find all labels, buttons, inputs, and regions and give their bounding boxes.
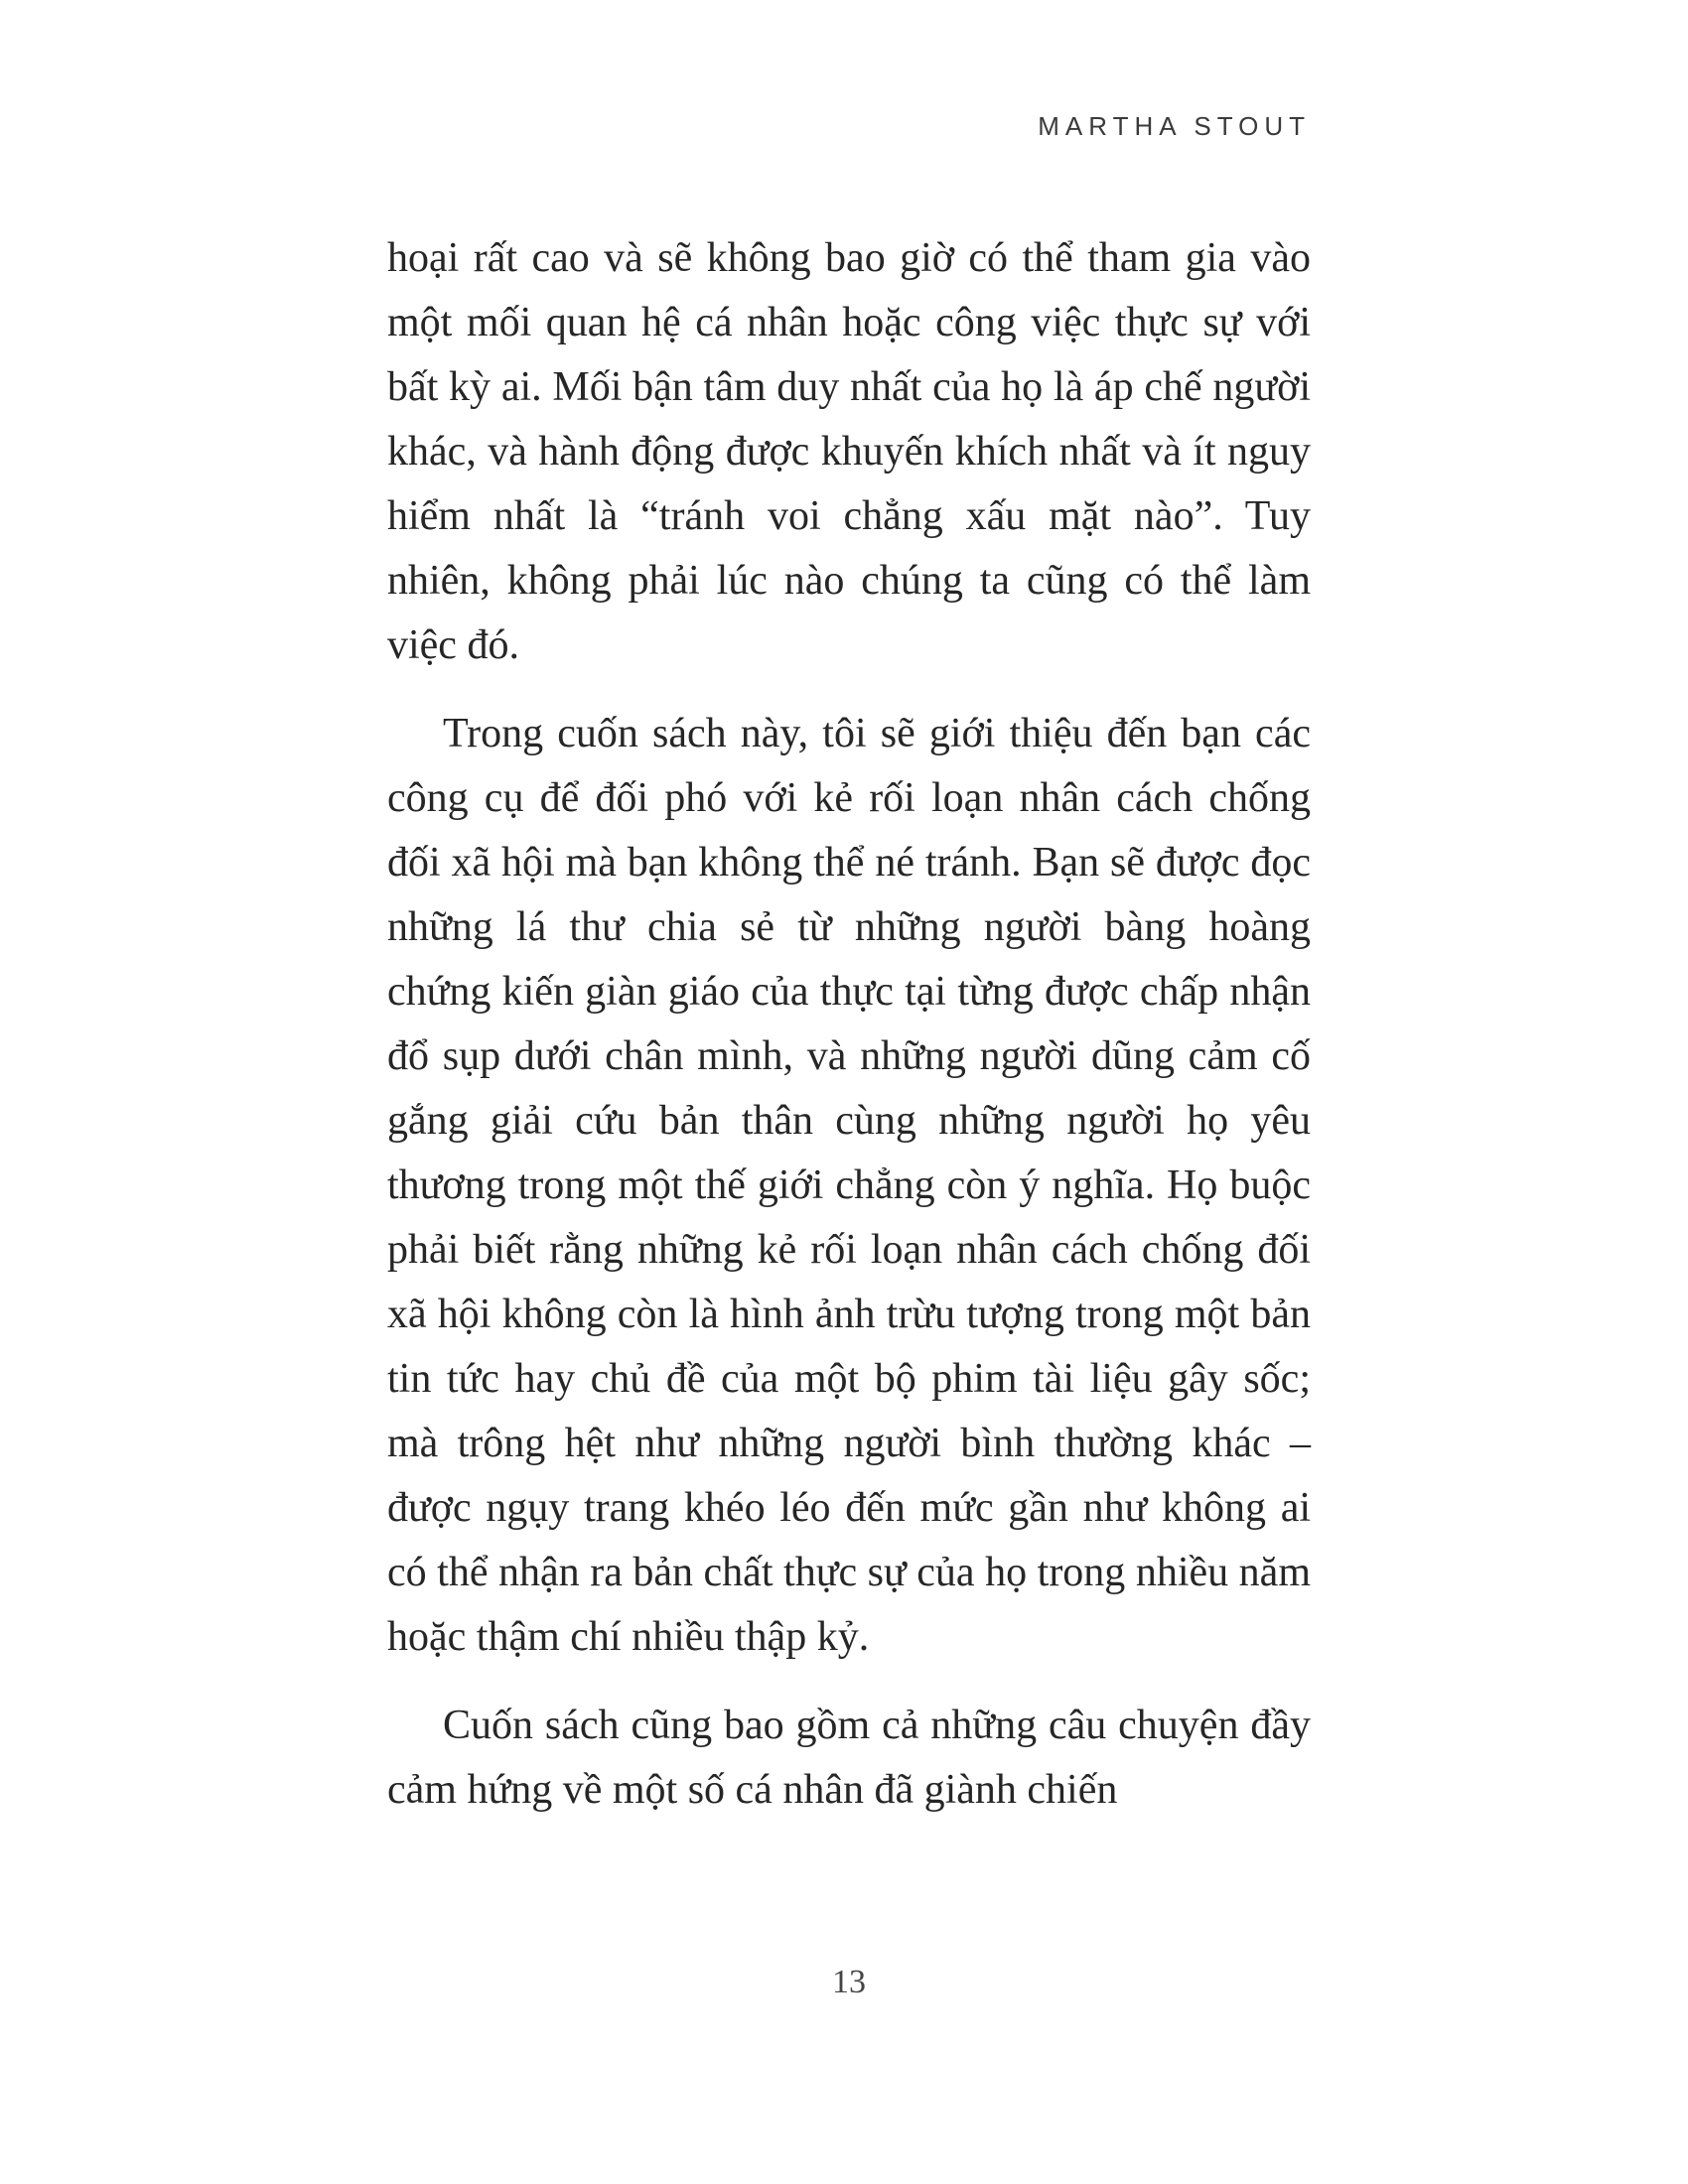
page-number: 13 [832,1964,866,2000]
paragraph: Cuốn sách cũng bao gồm cả những câu chuyện đầy cảm hứng về một số cá nhân đã giành chiến [387,1703,1311,1813]
paragraph-continuation: hoại rất cao và sẽ không bao giờ có thể tham gia vào một mối quan hệ cá nhân hoặc công việc thực sự với bất kỳ ai. Mối bận tâm duy nhất của họ là áp chế người khác, và hành động được khuyến khích nhất và ít nguy hiểm nhất là “tránh voi chẳng xấu mặt nào”. Tuy nhiên, không phải lúc nào chúng ta cũng có thể làm việc đó. [387,235,1311,668]
paragraph: Trong cuốn sách này, tôi sẽ giới thiệu đến bạn các công cụ để đối phó với kẻ rối loạn nhân cách chống đối xã hội mà bạn không thể né tránh. Bạn sẽ được đọc những lá thư chia sẻ từ những người bàng hoàng chứng kiến giàn giáo của thực tại từng được chấp nhận đổ sụp dưới chân mình, và những người dũng cảm cố gắng giải cứu bản thân cùng những người họ yêu thương trong một thế giới chẳng còn ý nghĩa. Họ buộc phải biết rằng những kẻ rối loạn nhân cách chống đối xã hội không còn là hình ảnh trừu tượng trong một bản tin tức hay chủ đề của một bộ phim tài liệu gây sốc; mà trông hệt như những người bình thường khác – được ngụy trang khéo léo đến mức gần như không ai có thể nhận ra bản chất thực sự của họ trong nhiều năm hoặc thậm chí nhiều thập kỷ. [387,711,1311,1660]
body-text [387,226,1311,1846]
author-name: MARTHA STOUT [1038,111,1311,141]
running-header [387,111,1311,142]
